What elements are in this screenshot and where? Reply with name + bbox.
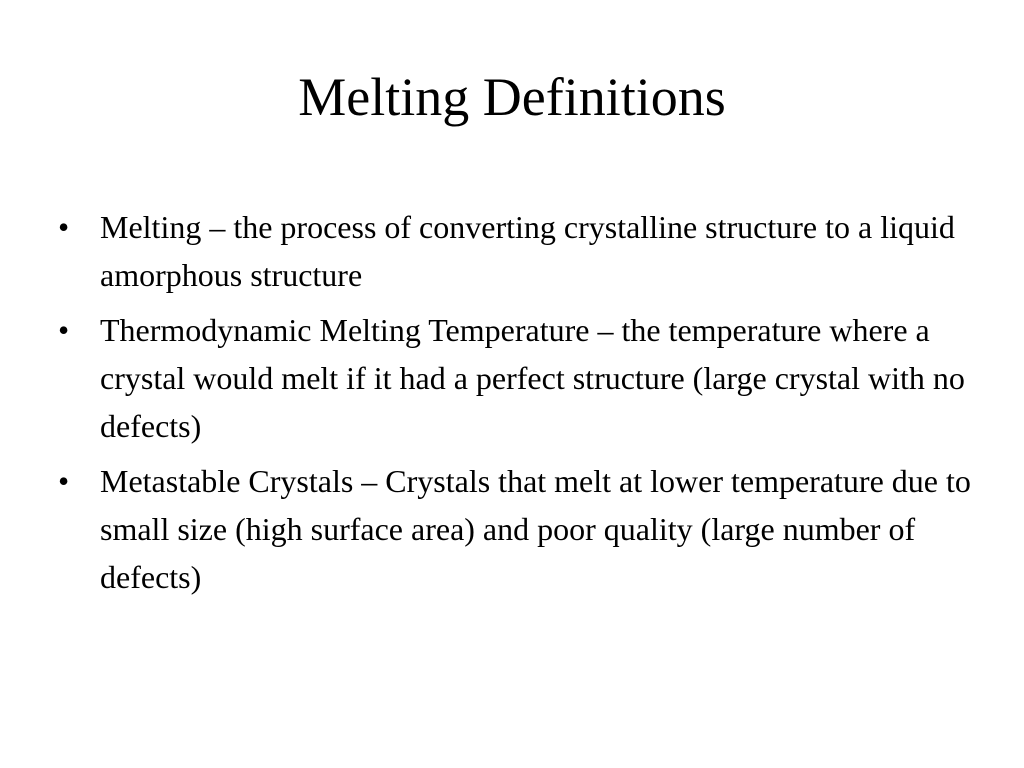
bullet-icon: • [58,209,70,245]
slide-title: Melting Definitions [298,67,726,127]
bullet-item-melting [54,203,974,299]
bullet-list [54,203,974,608]
bullet-text: Thermodynamic Melting Temperature – the temperature where a crystal would melt if it had a perfect structure (large crystal with no defects) [100,312,965,444]
bullet-text: Melting – the process of converting crystalline structure to a liquid amorphous structure [100,209,955,293]
bullet-item-thermodynamic-melting-temperature [54,306,974,450]
bullet-icon: • [58,463,70,499]
bullet-item-metastable-crystals [54,457,974,601]
bullet-icon: • [58,312,70,348]
bullet-text: Metastable Crystals – Crystals that melt at lower temperature due to small size (high surface area) and poor quality (large number of defects) [100,463,971,595]
